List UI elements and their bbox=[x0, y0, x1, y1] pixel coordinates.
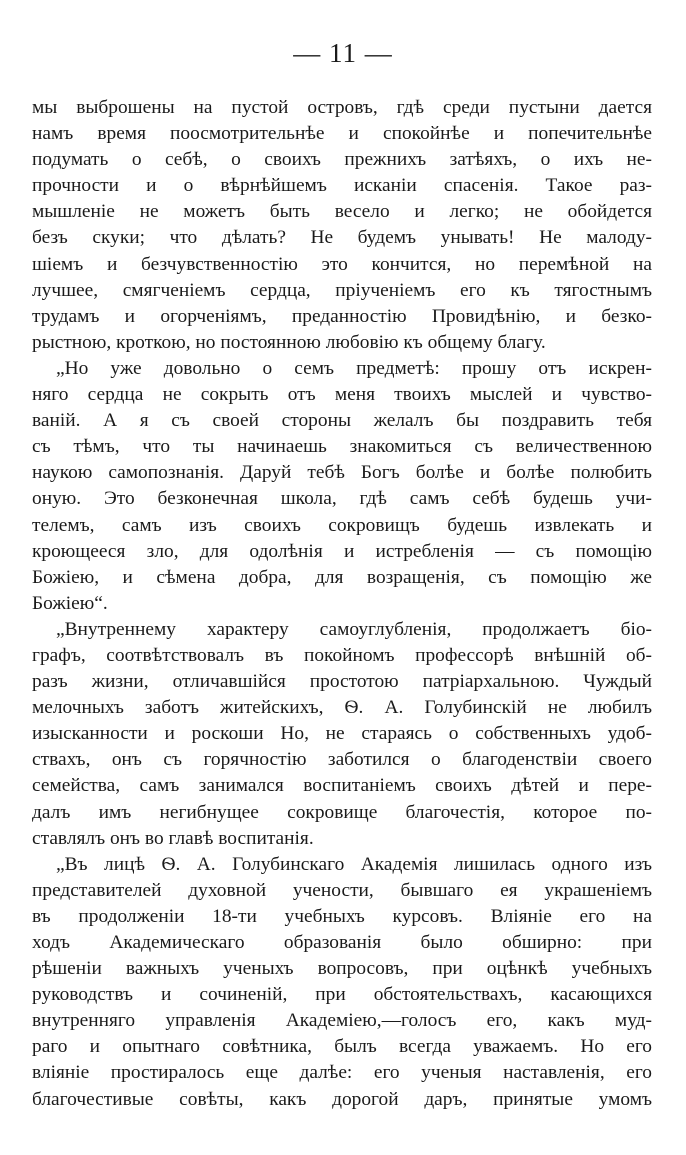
text-line: разъ жизни, отличавшійся простотою патріархальною. Чуждый bbox=[32, 671, 652, 693]
text-line: прочности и о вѣрнѣйшемъ исканіи спасенія. Такое раз- bbox=[32, 175, 652, 197]
text-line: телемъ, самъ изъ своихъ сокровищъ будешь извлекать и bbox=[32, 514, 652, 536]
text-line: ходъ Академическаго образованія было обширно: при bbox=[32, 932, 652, 953]
text-line: руководствъ и сочиненій, при обстоятельствахъ, касающихся bbox=[32, 984, 652, 1006]
text-line: „Внутреннему характеру самоуглубленія, продолжаетъ біо- bbox=[56, 618, 652, 640]
body-text bbox=[32, 95, 652, 1113]
text-line: въ продолженіи 18-ти учебныхъ курсовъ. Вліяніе его на bbox=[32, 905, 652, 927]
text-line: няго сердца не сокрыть отъ меня твоихъ мыслей и чувство- bbox=[32, 384, 652, 406]
text-line: кроющееся зло, для одолѣнія и истребленія — съ помощію bbox=[32, 540, 652, 562]
text-line: ставлялъ онъ во главѣ воспитанія. bbox=[32, 827, 314, 849]
text-line: Божіею“. bbox=[32, 592, 108, 614]
text-line: изысканности и роскоши Но, не стараясь о собственныхъ удоб- bbox=[32, 723, 652, 745]
text-line: намъ время поосмотрительнѣе и спокойнѣе и попечительнѣе bbox=[32, 123, 652, 145]
text-line: шіемъ и безчувственностію это кончится, но перемѣной на bbox=[32, 253, 652, 275]
text-line: ствахъ, онъ съ горячностію заботился о благоденствіи своего bbox=[32, 749, 652, 771]
text-line: раго и опытнаго совѣтника, былъ всегда уважаемъ. Но его bbox=[32, 1036, 652, 1058]
text-line: оную. Это безконечная школа, гдѣ самъ себѣ будешь учи- bbox=[32, 488, 652, 510]
text-line: съ тѣмъ, что ты начинаешь знакомиться съ величественною bbox=[32, 436, 652, 458]
text-line: мы выброшены на пустой островъ, гдѣ среди пустыни дается bbox=[32, 97, 652, 118]
text-line: мышленіе не можетъ быть весело и легко; не обойдется bbox=[32, 201, 652, 223]
text-line: наукою самопознанія. Даруй тебѣ Богъ болѣе и болѣе полюбить bbox=[32, 462, 652, 484]
text-line: Божіею, и сѣмена добра, для возращенія, съ помощію же bbox=[32, 566, 652, 588]
text-line: трудамъ и огорченіямъ, преданностію Провидѣнію, и безко- bbox=[32, 305, 652, 327]
text-line: безъ скуки; что дѣлать? Не будемъ унывать! Не малоду- bbox=[32, 227, 652, 249]
text-line: „Въ лицѣ Ѳ. А. Голубинскаго Академія лишилась одного изъ bbox=[56, 853, 652, 875]
text-line: графъ, соотвѣтствовалъ въ покойномъ профессорѣ внѣшній об- bbox=[32, 644, 652, 666]
text-line: внутренняго управленія Академіею,—голосъ его, какъ муд- bbox=[32, 1010, 652, 1032]
text-line: рыстною, кроткою, но постоянною любовію къ общему благу. bbox=[32, 331, 546, 353]
text-line: ваній. А я съ своей стороны желалъ бы поздравить тебя bbox=[32, 410, 652, 432]
text-line: мелочныхъ заботъ житейскихъ, Ѳ. А. Голубинскій не любилъ bbox=[32, 697, 652, 719]
text-line: благочестивые совѣты, какъ дорогой даръ, принятые умомъ bbox=[32, 1088, 652, 1110]
text-line: „Но уже довольно о семъ предметѣ: прошу отъ искрен- bbox=[56, 357, 652, 379]
text-line: рѣшеніи важныхъ ученыхъ вопросовъ, при оцѣнкѣ учебныхъ bbox=[32, 958, 652, 980]
text-line: лучшее, смягченіемъ сердца, пріученіемъ его къ тягостнымъ bbox=[32, 279, 652, 301]
page-number: — 11 — bbox=[293, 38, 393, 68]
text-line: представителей духовной учености, бывшаго ея украшеніемъ bbox=[32, 879, 652, 901]
text-line: подумать о себѣ, о своихъ прежнихъ затѣяхъ, о ихъ не- bbox=[32, 149, 652, 171]
text-line: семейства, самъ занимался воспитаніемъ своихъ дѣтей и пере- bbox=[32, 775, 652, 797]
text-line: вліяніе простиралось еще далѣе: его ученыя наставленія, его bbox=[32, 1062, 652, 1084]
text-line: далъ имъ негибнущее сокровище благочестія, которое по- bbox=[32, 801, 652, 823]
